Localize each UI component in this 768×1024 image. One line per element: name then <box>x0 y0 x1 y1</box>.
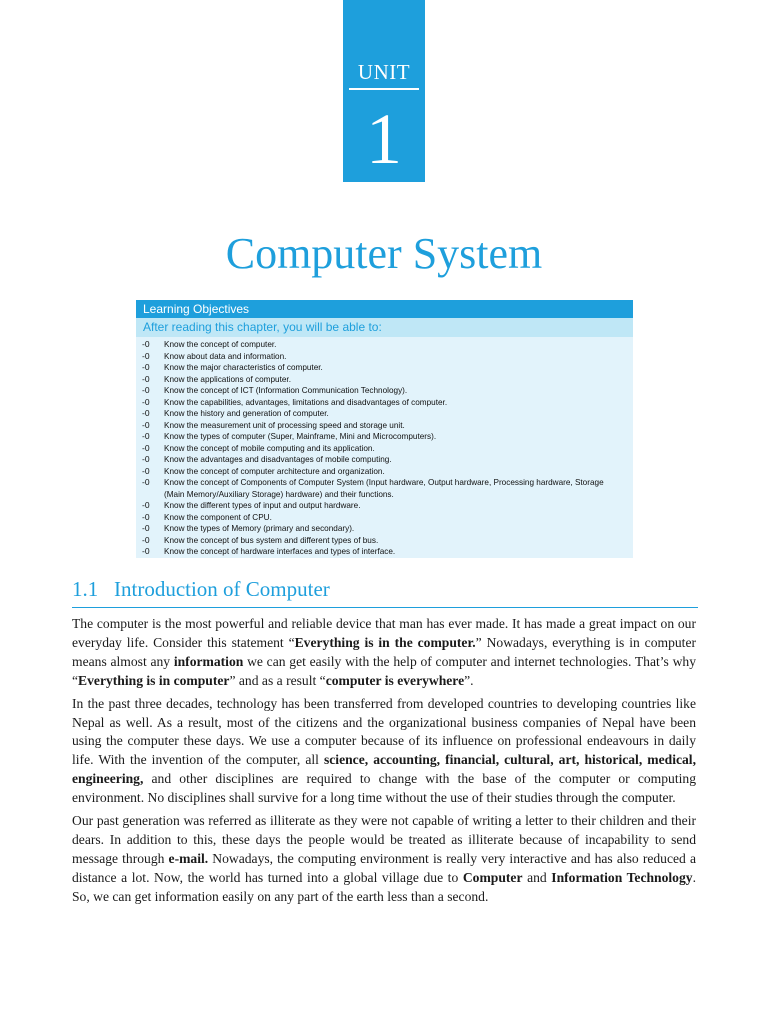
objective-text: Know the types of Memory (primary and secondary). <box>164 524 355 533</box>
objective-text: Know the measurement unit of processing speed and storage unit. <box>164 420 405 430</box>
learning-objectives-subheading: After reading this chapter, you will be able to: <box>136 318 633 337</box>
bullet-icon: -0 <box>142 362 150 372</box>
objective-text: Know the component of CPU. <box>164 512 272 522</box>
bullet-icon: -0 <box>142 431 150 441</box>
section-title: Introduction of Computer <box>114 577 330 601</box>
objective-text: Know the different types of input and output hardware. <box>164 501 361 510</box>
paragraph-text: Nowadays, the computing environment is really very interactive and has also reduced a distance a lot. Now, the world has turned into a global village due to <box>72 850 696 885</box>
bullet-icon: -0 <box>142 454 150 464</box>
objective-item <box>136 420 633 432</box>
learning-objectives-box <box>136 300 633 558</box>
paragraph-text: ” Nowadays, everything is in computer means almost any <box>72 634 697 669</box>
objective-item <box>136 385 633 397</box>
bullet-icon: -0 <box>142 546 150 556</box>
bullet-icon: -0 <box>142 523 150 533</box>
bullet-icon: -0 <box>142 396 150 407</box>
paragraph-text: we can get easily with the help of computer and internet technologies. That’s why “ <box>72 653 696 688</box>
objective-item <box>136 339 633 351</box>
objective-item <box>136 443 633 455</box>
paragraph-text: and other disciplines are required to change with the base of the computer or computing environment. No disciplines shall survive for a long time without the use of their studies through the computer. <box>72 771 696 806</box>
bullet-icon: -0 <box>142 385 150 395</box>
bullet-icon: -0 <box>142 419 150 430</box>
bullet-icon: -0 <box>142 477 150 487</box>
paragraph <box>72 615 696 691</box>
objective-item <box>136 397 633 409</box>
objective-text: Know the concept of Components of Computer System (Input hardware, Output hardware, Processing hardware, Storage (Main Memory/Auxiliary Storage) hardware) and their functions. <box>164 478 604 499</box>
objective-item <box>136 374 633 386</box>
objective-text: Know the concept of computer architecture and organization. <box>164 466 385 476</box>
section-number: 1.1 <box>72 577 99 601</box>
emphasis-text: e-mail. <box>168 850 209 866</box>
objective-text: Know the history and generation of computer. <box>164 409 329 418</box>
section-heading <box>72 577 698 608</box>
objective-text: Know the concept of hardware interfaces and types of interface. <box>164 547 396 556</box>
paragraph-text: ” and as a result “ <box>229 672 326 688</box>
bullet-icon: -0 <box>142 408 150 418</box>
objective-item <box>136 512 633 524</box>
emphasis-text: information <box>173 653 244 669</box>
objective-text: Know the applications of computer. <box>164 374 291 384</box>
bullet-icon: -0 <box>142 373 150 384</box>
paragraph <box>72 695 696 808</box>
paragraph-text: . So, we can get information easily on any part of the earth less than a second. <box>72 869 696 904</box>
emphasis-text: Computer <box>462 869 523 885</box>
unit-label: UNIT <box>357 60 411 84</box>
chapter-title: Computer System <box>225 229 543 278</box>
objective-text: Know the concept of ICT (Information Communication Technology). <box>164 386 408 395</box>
emphasis-text: Everything is in the computer. <box>294 634 476 650</box>
emphasis-text: Information Technology <box>551 869 693 885</box>
objective-text: Know about data and information. <box>164 351 287 361</box>
objective-item <box>136 546 633 558</box>
paragraph <box>72 812 696 907</box>
objective-item <box>136 431 633 443</box>
objective-item <box>136 466 633 478</box>
paragraph-text: The computer is the most powerful and reliable device that man has ever made. It has made a great impact on our everyday life. Consider this statement “ <box>72 616 696 650</box>
objective-text: Know the types of computer (Super, Mainframe, Mini and Microcomputers). <box>164 432 437 441</box>
objective-item <box>136 500 633 512</box>
objective-item <box>136 535 633 547</box>
emphasis-text: computer is everywhere <box>325 672 465 688</box>
objective-text: Know the concept of bus system and different types of bus. <box>164 535 379 545</box>
objective-text: Know the capabilities, advantages, limitations and disadvantages of computer. <box>164 397 448 407</box>
bullet-icon: -0 <box>142 500 150 510</box>
bullet-icon: -0 <box>142 511 150 522</box>
paragraph-text: and <box>522 869 552 885</box>
bullet-icon: -0 <box>142 339 150 349</box>
objective-text: Know the concept of computer. <box>164 340 277 349</box>
emphasis-text: Everything is in computer <box>78 672 230 688</box>
learning-objectives-list <box>136 337 633 558</box>
objective-item <box>136 477 633 500</box>
paragraph-text: In the past three decades, technology has been transferred from developed countries to developing countries like Nepal as well. As a result, most of the citizens and the organizational business companies of Nepal have been using the computer these days. We use a computer because of its influence on professional endeavours in daily life. With the invention of the computer, all <box>72 695 696 768</box>
bullet-icon: -0 <box>142 442 150 453</box>
learning-objectives-heading: Learning Objectives <box>136 300 633 318</box>
objective-text: Know the concept of mobile computing and its application. <box>164 443 375 453</box>
paragraph-text: Our past generation was referred as illiterate as they were not capable of writing a letter to their children and their dears. In addition to this, these days the people would be treated as illiterate because of incapability to send message through <box>72 813 696 866</box>
bullet-icon: -0 <box>142 350 150 361</box>
objective-item <box>136 523 633 535</box>
body-text <box>72 615 696 911</box>
paragraph-text: ”. <box>464 672 474 688</box>
bullet-icon: -0 <box>142 465 150 476</box>
objective-text: Know the advantages and disadvantages of mobile computing. <box>164 455 392 464</box>
unit-number: 1 <box>366 99 402 179</box>
objective-item <box>136 454 633 466</box>
objective-item <box>136 408 633 420</box>
unit-badge <box>343 0 425 182</box>
unit-divider <box>349 88 419 90</box>
bullet-icon: -0 <box>142 534 150 545</box>
emphasis-text: science, accounting, financial, cultural, art, historical, medical, engineering, <box>72 752 696 787</box>
objective-text: Know the major characteristics of computer. <box>164 363 323 372</box>
objective-item <box>136 362 633 374</box>
objective-item <box>136 351 633 363</box>
